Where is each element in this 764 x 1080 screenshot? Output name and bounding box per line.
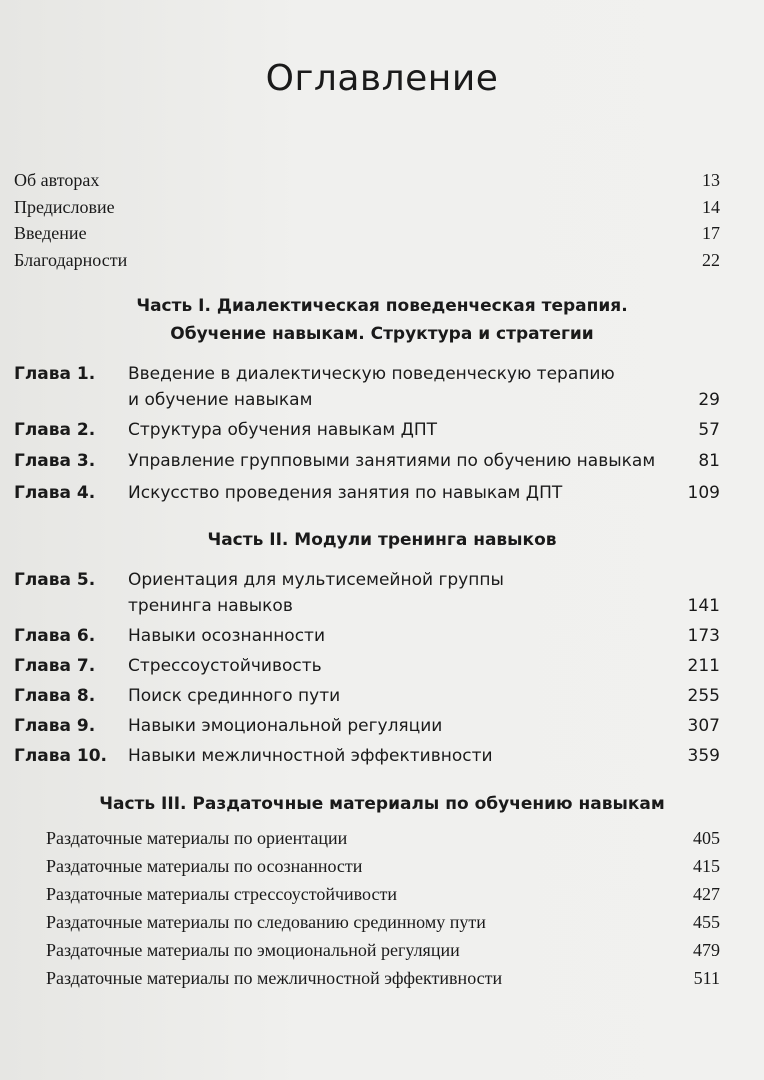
- page-title: Оглавление: [265, 58, 499, 99]
- part-heading: [0, 526, 764, 554]
- chapter-title: Поиск срединного пути: [128, 686, 341, 706]
- toc-entry: [14, 170, 720, 196]
- handout-page: 405: [693, 828, 720, 848]
- chapter-page: 57: [698, 420, 720, 440]
- chapter-page: 141: [687, 596, 720, 616]
- part-heading: [0, 292, 764, 348]
- part-title-line: Обучение навыкам. Структура и стратегии: [170, 324, 594, 344]
- chapter-page: 109: [687, 483, 720, 503]
- toc-entry-page: 17: [702, 223, 720, 243]
- chapter-title-continued: и обучение навыкам: [128, 390, 313, 410]
- handout-page: 455: [693, 912, 720, 932]
- chapter-page: 307: [687, 716, 720, 736]
- chapter-number: Глава 7.: [14, 656, 96, 676]
- toc-entry-label: Благодарности: [14, 250, 128, 270]
- chapter-number: Глава 9.: [14, 716, 96, 736]
- chapter-page: 211: [687, 656, 720, 676]
- chapter-title-continued: тренинга навыков: [128, 596, 293, 616]
- toc-entry: [14, 250, 720, 276]
- handout-label: Раздаточные материалы стрессоустойчивости: [46, 884, 397, 904]
- handout-label: Раздаточные материалы по ориентации: [46, 828, 348, 848]
- part-heading: [0, 790, 764, 818]
- handout-page: 479: [693, 940, 720, 960]
- chapter-page: 81: [698, 451, 720, 471]
- chapter-title: Навыки межличностной эффективности: [128, 746, 493, 766]
- chapter-number: Глава 5.: [14, 570, 96, 590]
- toc-entry: [14, 197, 720, 223]
- handout-label: Раздаточные материалы по следованию срединному пути: [46, 912, 486, 932]
- toc-entry-label: Предисловие: [14, 197, 115, 217]
- chapter-page: 359: [687, 746, 720, 766]
- chapter-number: Глава 3.: [14, 451, 96, 471]
- handout-label: Раздаточные материалы по эмоциональной регуляции: [46, 940, 460, 960]
- toc-entry-label: Об авторах: [14, 170, 100, 190]
- handout-page: 415: [693, 856, 720, 876]
- chapter-title: Введение в диалектическую поведенческую терапию: [128, 364, 615, 384]
- chapter-title: Навыки эмоциональной регуляции: [128, 716, 443, 736]
- handout-label: Раздаточные материалы по межличностной эффективности: [46, 968, 503, 988]
- chapter-number: Глава 4.: [14, 483, 96, 503]
- chapter-number: Глава 10.: [14, 746, 108, 766]
- chapter-number: Глава 1.: [14, 364, 96, 384]
- handout-page: 511: [693, 968, 720, 988]
- part-title-line: Часть II. Модули тренинга навыков: [207, 530, 557, 550]
- chapter-title: Стрессоустойчивость: [128, 656, 322, 676]
- chapter-number: Глава 6.: [14, 626, 96, 646]
- chapter-page: 173: [687, 626, 720, 646]
- handout-label: Раздаточные материалы по осознанности: [46, 856, 363, 876]
- chapter-title: Искусство проведения занятия по навыкам ДПТ: [128, 483, 563, 503]
- toc-entry-label: Введение: [14, 223, 87, 243]
- chapter-title: Навыки осознанности: [128, 626, 326, 646]
- part-title-line: Часть III. Раздаточные материалы по обучению навыкам: [99, 794, 665, 814]
- chapter-number: Глава 2.: [14, 420, 96, 440]
- toc-entry: [14, 223, 720, 249]
- chapter-title: Структура обучения навыкам ДПТ: [128, 420, 438, 440]
- toc-entry-page: 22: [702, 250, 720, 270]
- part-title-line: Часть I. Диалектическая поведенческая терапия.: [136, 296, 628, 316]
- chapter-number: Глава 8.: [14, 686, 96, 706]
- toc-entry-page: 14: [702, 197, 720, 217]
- chapter-title: Ориентация для мультисемейной группы: [128, 570, 504, 590]
- chapter-page: 29: [698, 390, 720, 410]
- handout-page: 427: [693, 884, 720, 904]
- toc-entry-page: 13: [702, 170, 720, 190]
- chapter-title: Управление групповыми занятиями по обучению навыкам: [128, 451, 656, 471]
- chapter-page: 255: [687, 686, 720, 706]
